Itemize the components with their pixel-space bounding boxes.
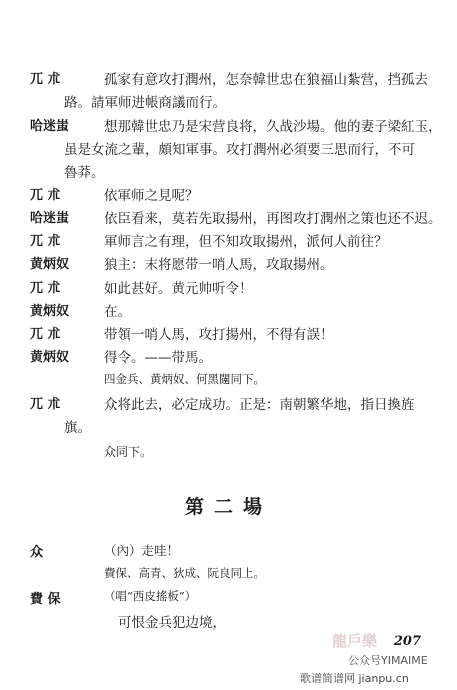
dialogue-line: 在。 xyxy=(104,304,131,320)
dialogue-line: 依臣看来，莫若先取揚州，再图攻打潤州之策也还不迟。 xyxy=(104,211,442,227)
speaker-label: 哈迷蚩 xyxy=(30,119,70,134)
speaker-label: 兀 朮 xyxy=(30,234,61,249)
watermark-logo: 龍戶樂 xyxy=(332,632,378,650)
dialogue-line: 魯莽。 xyxy=(64,165,105,181)
stage-direction: （內）走哇！ xyxy=(104,543,180,558)
speaker-label: 黄炳奴 xyxy=(30,350,70,365)
speaker-label: 兀 朮 xyxy=(30,72,61,87)
stage-direction: （唱“西皮搖板”） xyxy=(104,589,197,603)
dialogue-line: 旗。 xyxy=(64,420,91,436)
dialogue-line: 如此甚好。黄元帅听令！ xyxy=(104,281,253,297)
dialogue-line: 軍师言之有理，但不知攻取揚州，派何人前往？ xyxy=(104,234,388,250)
speaker-label: 哈迷蚩 xyxy=(30,211,70,226)
watermark-public-account: 公众号YIMAIME xyxy=(348,654,428,667)
stage-direction: 四金兵、黄炳奴、何黑闥同下。 xyxy=(104,372,265,386)
dialogue-line: 狼主：末将愿带一哨人馬，攻取揚州。 xyxy=(104,257,334,273)
dialogue-line: 得令。——带馬。 xyxy=(104,350,212,366)
speaker-label: 黄炳奴 xyxy=(30,257,70,272)
lyric-line: 可恨金兵犯边境， xyxy=(118,615,226,631)
watermark-site: 歌谱简谱网 jianpu.cn xyxy=(300,672,409,685)
speaker-label: 兀 朮 xyxy=(30,188,61,203)
dialogue-line: 众将此去，必定成功。正是：南朝繁华地，指日換旌 xyxy=(104,397,415,413)
speaker-label: 黄炳奴 xyxy=(30,304,70,319)
scene-title: 第二場 xyxy=(184,496,272,518)
dialogue-line: 带領一哨人馬，攻打揚州，不得有誤！ xyxy=(104,327,334,343)
dialogue-line: 依軍师之見呢？ xyxy=(104,188,199,204)
dialogue-line: 路。請軍师进帳商議而行。 xyxy=(64,95,226,111)
speaker-label: 兀 朮 xyxy=(30,281,61,296)
speaker-label: 兀 朮 xyxy=(30,327,61,342)
dialogue-line: 虽是女流之輩，頗知軍事。攻打潤州必須要三思而行，不可 xyxy=(64,142,415,158)
speaker-label: 兀 朮 xyxy=(30,397,61,412)
stage-direction: 費保、高青、狄成、阮良同上。 xyxy=(104,566,265,580)
dialogue-line: 想那韓世忠乃是宋营良将，久战沙場。他的妻子梁紅玉， xyxy=(104,119,442,135)
page-number: 207 xyxy=(393,634,421,649)
stage-direction: 众同下。 xyxy=(104,445,153,459)
speaker-label: 众 xyxy=(30,545,44,560)
speaker-label: 費 保 xyxy=(30,592,61,607)
dialogue-line: 孤家有意攻打潤州，怎奈韓世忠在狼福山紮营，挡孤去 xyxy=(104,72,428,88)
